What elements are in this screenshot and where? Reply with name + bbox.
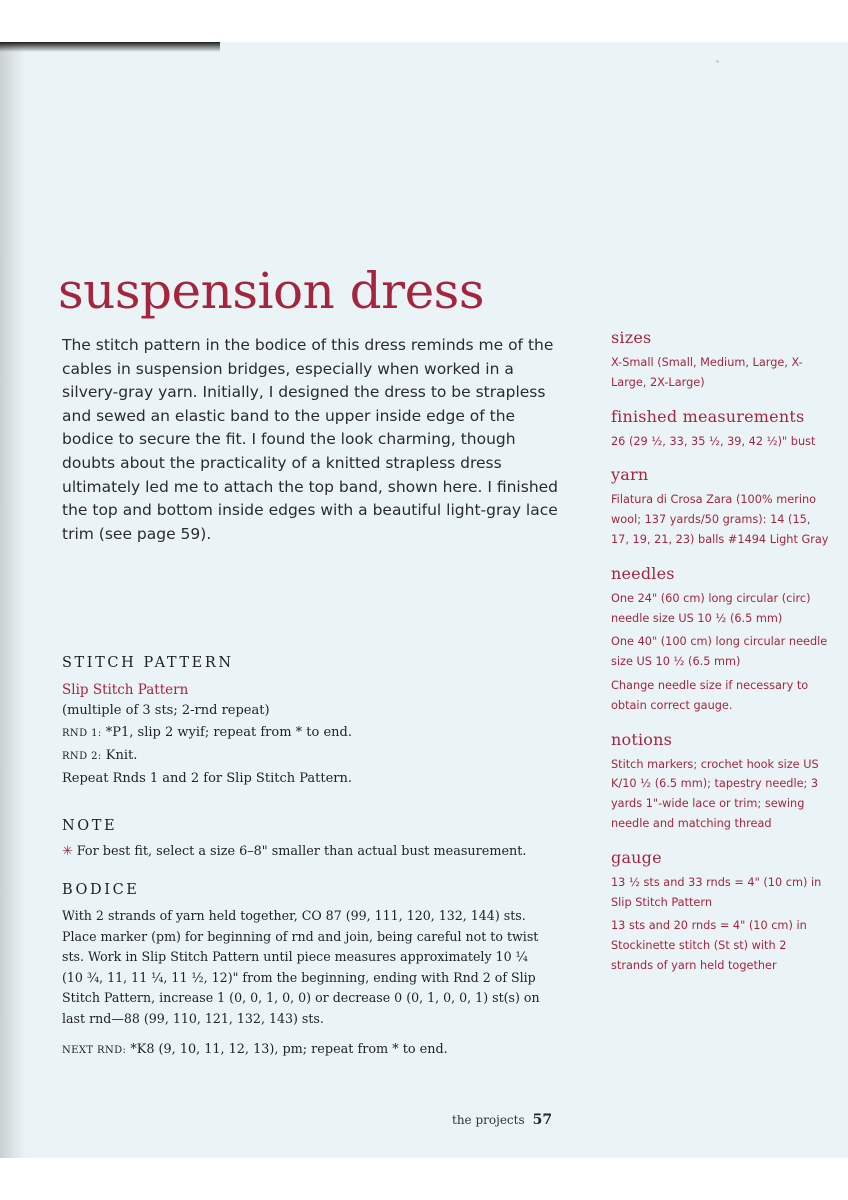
- note-heading: NOTE: [62, 818, 118, 834]
- next-rnd-line: [62, 1040, 552, 1061]
- stitch-pattern-multiple: (multiple of 3 sts; 2-rnd repeat): [62, 703, 270, 718]
- gauge-text-2: 13 sts and 20 rnds = 4" (10 cm) in Stockinette stitch (St st) with 2 strands of yarn held together: [611, 919, 807, 972]
- page-footer: [452, 1109, 552, 1128]
- footer-label: the projects: [452, 1113, 525, 1127]
- gauge-heading: gauge: [611, 847, 662, 867]
- rnd-1-text: *P1, slip 2 wyif; repeat from * to end.: [105, 725, 353, 740]
- rnd-2-line: [62, 745, 552, 768]
- yarn-text: Filatura di Crosa Zara (100% merino wool; 137 yards/50 grams): 14 (15, 17, 19, 21, 23) balls #1494 Light Gray: [611, 493, 829, 546]
- intro-paragraph: The stitch pattern in the bodice of this dress reminds me of the cables in suspension bridges, especially when worked in a silvery-gray yarn. Initially, I designed the dress to be strapless and sewed an elastic band to the upper inside edge of the bodice to secure the fit. I found the look charming, though doubts about the practicality of a knitted strapless dress ultimately led me to attach the top band, shown here. I finished the top and bottom inside edges with a beautiful light-gray lace trim (see page 59).: [62, 336, 559, 543]
- needles-heading: needles: [611, 563, 675, 583]
- materials-sidebar: [611, 328, 831, 990]
- next-rnd-text: *K8 (9, 10, 11, 12, 13), pm; repeat from * to end.: [130, 1041, 448, 1057]
- intro-block: [62, 334, 562, 546]
- finished-measurements-text: 26 (29 ½, 33, 35 ½, 39, 42 ½)" bust: [611, 434, 816, 448]
- bodice-paragraph: With 2 strands of yarn held together, CO 87 (99, 111, 120, 132, 144) sts. Place marker (pm) for beginning of rnd and join, being careful not to twist sts. Work in Slip Stitch Pattern until piece measures approximately 10 ¼ (10 ¾, 11, 11 ¼, 11 ½, 12)" from the beginning, ending with Rnd 2 of Slip Stitch Pattern, increase 1 (0, 0, 1, 0, 0) or decrease 0 (0, 1, 0, 0, 1) st(s) on last rnd—88 (99, 110, 121, 132, 143) sts.: [62, 908, 540, 1026]
- notions-text: Stitch markers; crochet hook size US K/10 ½ (6.5 mm); tapestry needle; 3 yards 1"-wide lace or trim; sewing needle and matching thread: [611, 757, 819, 830]
- gauge-section: [611, 848, 831, 976]
- rnd-1-label: RND 1:: [62, 728, 102, 739]
- sizes-text: X-Small (Small, Medium, Large, X-Large, 2X-Large): [611, 356, 803, 389]
- book-spine-shadow: [0, 42, 26, 1158]
- notions-heading: notions: [611, 729, 673, 749]
- repeat-line: Repeat Rnds 1 and 2 for Slip Stitch Pattern.: [62, 771, 353, 786]
- bodice-heading: BODICE: [62, 882, 140, 898]
- needles-text-2: One 40" (100 cm) long circular needle size US 10 ½ (6.5 mm): [611, 635, 828, 669]
- note-text: For best fit, select a size 6–8" smaller than actual bust measurement.: [76, 844, 527, 859]
- rnd-2-label: RND 2:: [62, 751, 102, 762]
- scan-edge-shadow: [0, 42, 220, 52]
- scan-speck: [716, 60, 719, 63]
- pattern-column: [62, 655, 552, 1061]
- sizes-section: [611, 328, 831, 393]
- rnd-1-line: [62, 722, 552, 745]
- needles-text-1: One 24" (60 cm) long circular (circ) needle size US 10 ½ (6.5 mm): [611, 591, 811, 625]
- stitch-pattern-heading: STITCH PATTERN: [62, 655, 234, 671]
- yarn-heading: yarn: [611, 465, 649, 485]
- asterisk-bullet-icon: ✳: [62, 844, 73, 859]
- page-title: suspension dress: [58, 262, 484, 320]
- yarn-section: [611, 465, 831, 549]
- note-line: [62, 842, 552, 862]
- gauge-text-1: 13 ½ sts and 33 rnds = 4" (10 cm) in Slip Stitch Pattern: [611, 875, 822, 909]
- page-number: 57: [532, 1112, 553, 1128]
- stitch-pattern-name: Slip Stitch Pattern: [62, 682, 189, 698]
- needles-section: [611, 564, 831, 716]
- rnd-2-text: Knit.: [105, 748, 138, 763]
- finished-measurements-heading: finished measurements: [611, 406, 805, 426]
- sizes-heading: sizes: [611, 328, 652, 347]
- notions-section: [611, 730, 831, 834]
- needles-text-3: Change needle size if necessary to obtain correct gauge.: [611, 678, 809, 712]
- next-rnd-label: NEXT RND:: [62, 1044, 127, 1056]
- finished-measurements-section: [611, 407, 831, 452]
